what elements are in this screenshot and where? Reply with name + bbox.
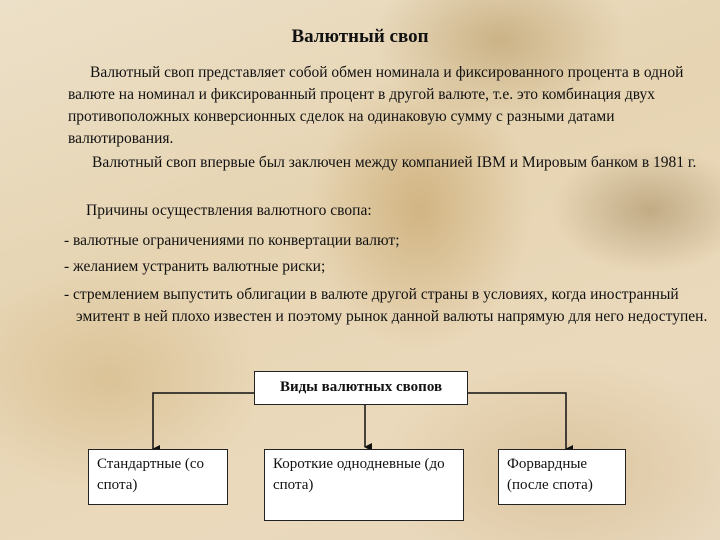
reason-item: - валютные ограничениями по конвертации валют; [64, 232, 400, 249]
forward-swap-box: Форвардные (после спота) [498, 449, 626, 505]
definition-paragraph: Валютный своп представляет собой обмен номинала и фиксированного процента в одной валюте на номинал и фиксированный процент в другой валюте, т.е. это комбинация двух противоположных конверсионных сделок на одинаковую сумму с разными датами валютирования. [68, 64, 684, 147]
reason-item: - стремлением выпустить облигации в валюте другой страны в условиях, когда иностранный эмитент в ней плохо известен и поэтому рынок данной валюты напрямую для него недоступен. [64, 286, 708, 325]
connector-left [153, 393, 254, 449]
short-overnight-swap-box: Короткие однодневные (до спота) [264, 449, 464, 521]
history-paragraph: Валютный своп впервые был заключен между компанией IBM и Мировым банком в 1981 г. [92, 154, 697, 171]
standard-swap-box: Стандартные (со спота) [88, 449, 228, 505]
slide-title: Валютный своп [291, 26, 429, 47]
reasons-heading: Причины осуществления валютного свопа: [86, 202, 372, 219]
connector-right [468, 393, 566, 449]
swap-types-header-box: Виды валютных свопов [254, 371, 468, 405]
reason-item: - желанием устранить валютные риски; [64, 258, 326, 275]
